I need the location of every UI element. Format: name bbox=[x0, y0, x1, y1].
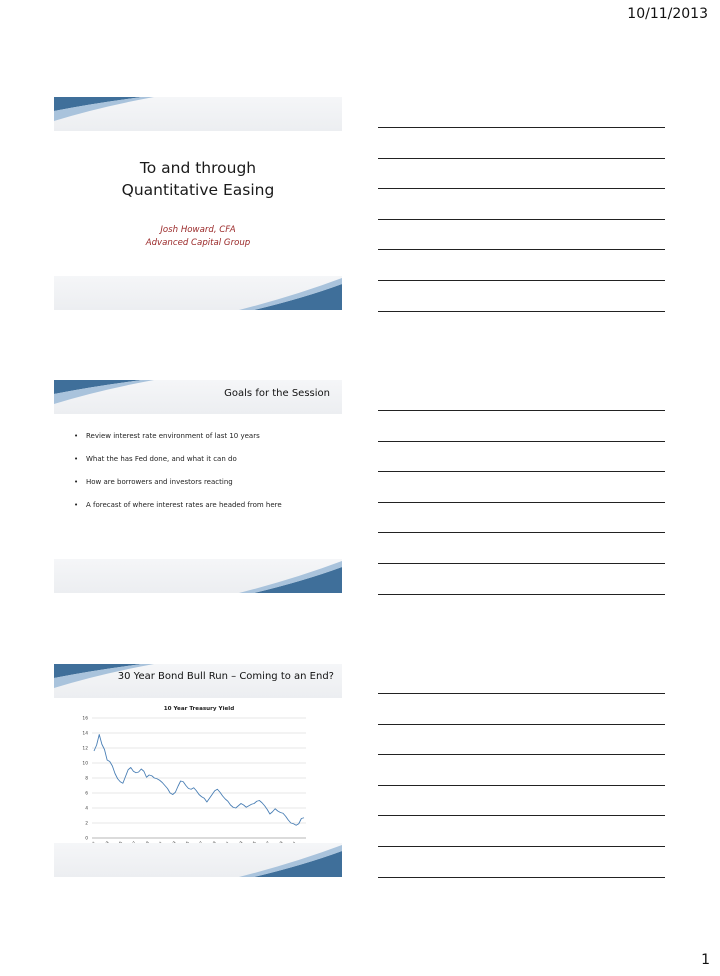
slide-1 bbox=[54, 97, 342, 310]
note-line bbox=[378, 594, 665, 595]
footer-swoosh bbox=[54, 276, 342, 310]
note-line bbox=[378, 280, 665, 281]
note-line bbox=[378, 532, 665, 533]
note-line bbox=[378, 815, 665, 816]
note-line bbox=[378, 311, 665, 312]
note-line bbox=[378, 158, 665, 159]
note-line bbox=[378, 754, 665, 755]
note-line bbox=[378, 846, 665, 847]
note-line bbox=[378, 471, 665, 472]
note-line bbox=[378, 502, 665, 503]
list-item: • How are borrowers and investors reacting bbox=[74, 478, 282, 501]
y-tick-label: 6 bbox=[85, 791, 88, 797]
page-number: 1 bbox=[701, 952, 710, 968]
title-line-1: To and through bbox=[139, 159, 257, 177]
y-tick-label: 0 bbox=[85, 836, 88, 842]
slide-1-title bbox=[54, 157, 342, 201]
y-tick-label: 10 bbox=[82, 761, 88, 767]
yield-line-chart bbox=[54, 696, 342, 846]
author-name: Josh Howard, CFA bbox=[160, 225, 236, 235]
list-item: • A forecast of where interest rates are headed from here bbox=[74, 501, 282, 524]
footer-swoosh bbox=[54, 843, 342, 877]
slide-2-title: Goals for the Session bbox=[224, 388, 330, 399]
note-line bbox=[378, 563, 665, 564]
y-tick-label: 8 bbox=[85, 776, 88, 782]
company-name: Advanced Capital Group bbox=[145, 238, 251, 248]
note-line bbox=[378, 219, 665, 220]
note-line bbox=[378, 693, 665, 694]
note-line bbox=[378, 127, 665, 128]
slide-2 bbox=[54, 380, 342, 593]
list-item: • Review interest rate environment of last 10 years bbox=[74, 432, 282, 455]
note-line bbox=[378, 249, 665, 250]
note-line bbox=[378, 785, 665, 786]
y-tick-label: 14 bbox=[82, 731, 88, 737]
chart-title: 10 Year Treasury Yield bbox=[163, 706, 235, 712]
note-line bbox=[378, 441, 665, 442]
goals-list bbox=[74, 432, 282, 524]
footer-swoosh bbox=[54, 559, 342, 593]
list-item: • What the has Fed done, and what it can do bbox=[74, 455, 282, 478]
slide-1-subtitle bbox=[54, 224, 342, 250]
y-tick-label: 12 bbox=[82, 746, 88, 752]
header-swoosh bbox=[54, 97, 342, 131]
slide-3 bbox=[54, 664, 342, 877]
note-line bbox=[378, 188, 665, 189]
note-line bbox=[378, 724, 665, 725]
slide-3-title: 30 Year Bond Bull Run – Coming to an End? bbox=[117, 671, 334, 682]
y-tick-label: 16 bbox=[82, 716, 88, 722]
y-tick-label: 2 bbox=[85, 821, 88, 827]
y-tick-label: 4 bbox=[85, 806, 88, 812]
note-line bbox=[378, 877, 665, 878]
note-line bbox=[378, 410, 665, 411]
page-date: 10/11/2013 bbox=[627, 6, 708, 22]
title-line-2: Quantitative Easing bbox=[121, 181, 275, 199]
